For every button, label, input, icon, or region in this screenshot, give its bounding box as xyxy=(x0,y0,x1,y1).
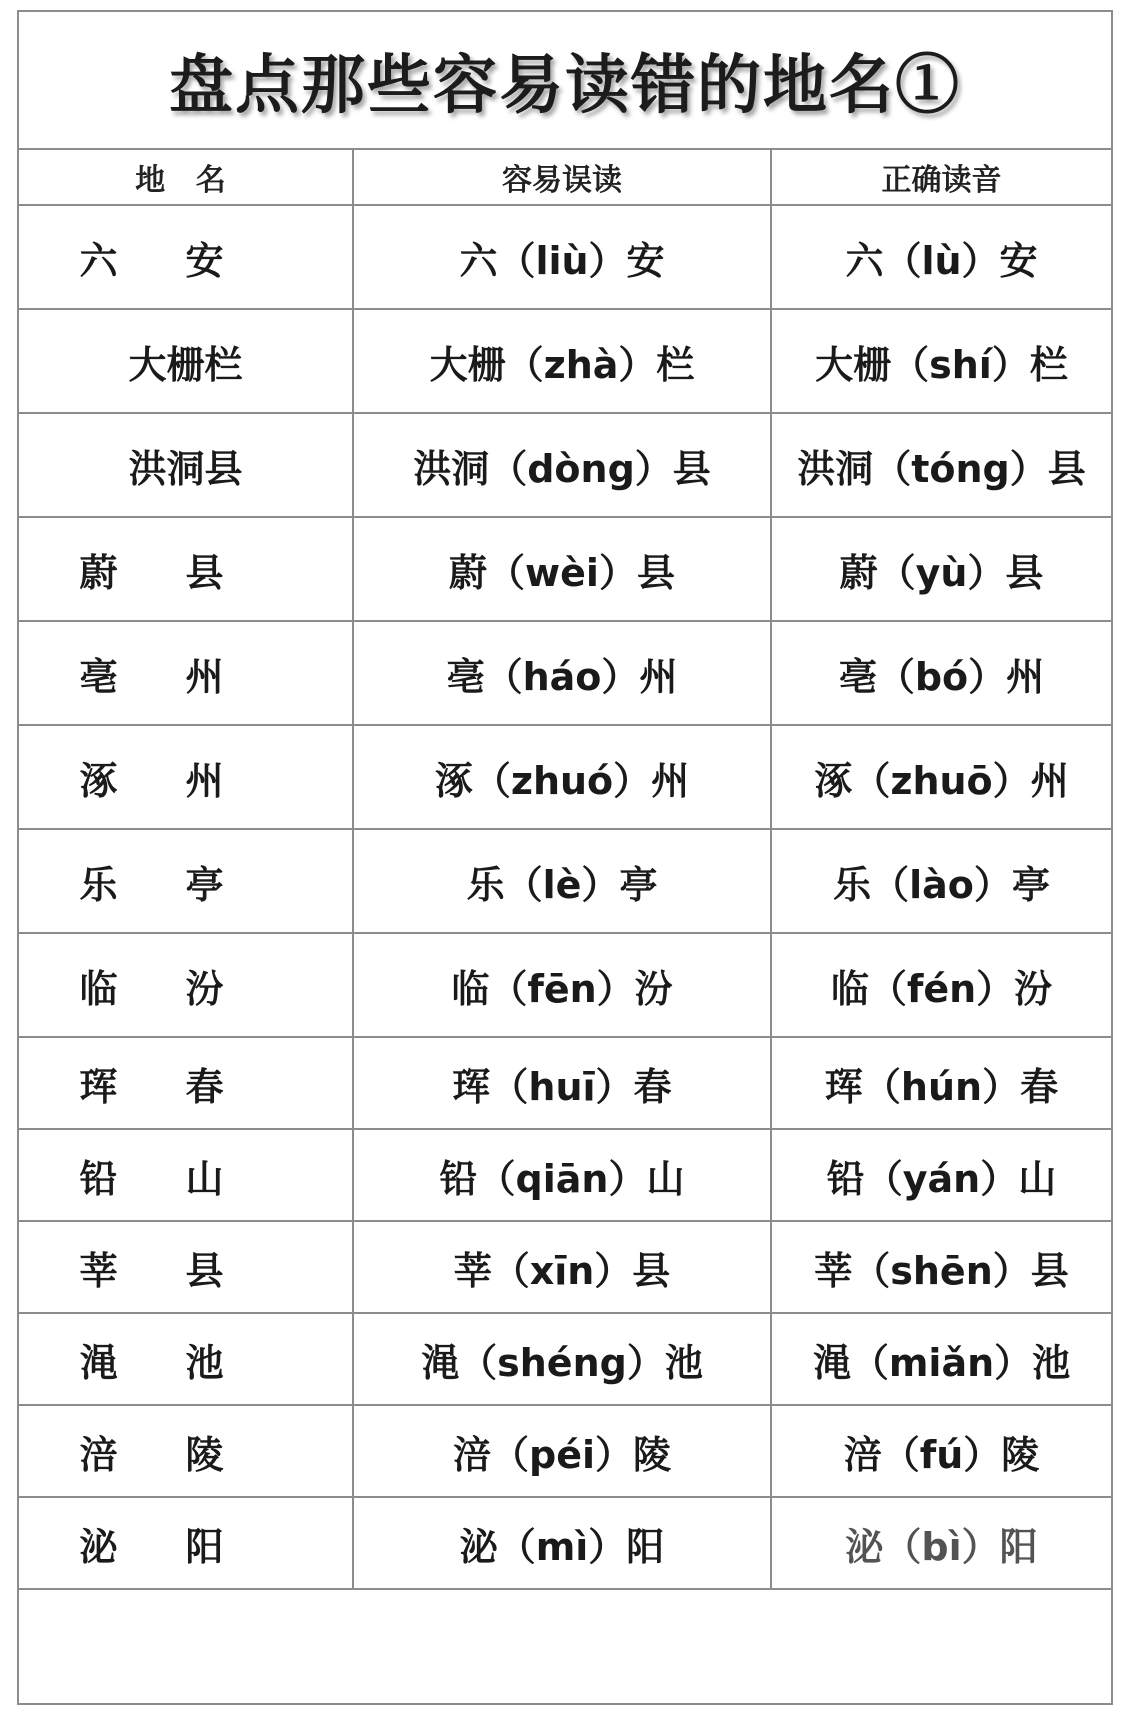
header-place: 地 名 xyxy=(19,150,353,205)
place-name-cell: 蔚县 xyxy=(19,517,353,621)
wrong-reading-cell: 渑（shéng）池 xyxy=(353,1313,771,1405)
correct-reading-cell: 六（lù）安 xyxy=(771,205,1111,309)
wrong-reading-cell: 洪洞（dòng）县 xyxy=(353,413,771,517)
wrong-reading-cell: 亳（háo）州 xyxy=(353,621,771,725)
header-correct-reading: 正确读音 xyxy=(771,150,1111,205)
correct-reading-cell: 涪（fú）陵 xyxy=(771,1405,1111,1497)
correct-reading-cell: 亳（bó）州 xyxy=(771,621,1111,725)
correct-reading-cell: 珲（hún）春 xyxy=(771,1037,1111,1129)
correct-reading-cell: 泌（bì）阳 xyxy=(771,1497,1111,1589)
page-title-box xyxy=(19,12,1111,150)
wrong-reading-cell: 泌（mì）阳 xyxy=(353,1497,771,1589)
correct-reading-cell: 莘（shēn）县 xyxy=(771,1221,1111,1313)
table-row xyxy=(19,829,1111,933)
correct-reading-cell: 渑（miǎn）池 xyxy=(771,1313,1111,1405)
place-name-cell: 洪洞县 xyxy=(19,413,353,517)
correct-reading-cell: 临（fén）汾 xyxy=(771,933,1111,1037)
wrong-reading-cell: 莘（xīn）县 xyxy=(353,1221,771,1313)
correct-reading-cell: 乐（lào）亭 xyxy=(771,829,1111,933)
place-name-cell: 珲春 xyxy=(19,1037,353,1129)
place-name-cell: 铅山 xyxy=(19,1129,353,1221)
correct-reading-cell: 大栅（shí）栏 xyxy=(771,309,1111,413)
correct-reading-cell: 蔚（yù）县 xyxy=(771,517,1111,621)
table-row xyxy=(19,933,1111,1037)
wrong-reading-cell: 大栅（zhà）栏 xyxy=(353,309,771,413)
header-wrong-reading: 容易误读 xyxy=(353,150,771,205)
wrong-reading-cell: 临（fēn）汾 xyxy=(353,933,771,1037)
place-name-cell: 涪陵 xyxy=(19,1405,353,1497)
place-name-cell: 涿州 xyxy=(19,725,353,829)
table-row xyxy=(19,1405,1111,1497)
wrong-reading-cell: 铅（qiān）山 xyxy=(353,1129,771,1221)
place-name-cell: 泌阳 xyxy=(19,1497,353,1589)
place-name-cell: 亳州 xyxy=(19,621,353,725)
place-name-cell: 大栅栏 xyxy=(19,309,353,413)
wrong-reading-cell: 涪（péi）陵 xyxy=(353,1405,771,1497)
header-row xyxy=(19,150,1111,205)
correct-reading-cell: 涿（zhuō）州 xyxy=(771,725,1111,829)
table-row xyxy=(19,621,1111,725)
place-name-cell: 乐亭 xyxy=(19,829,353,933)
place-name-cell: 渑池 xyxy=(19,1313,353,1405)
table-row xyxy=(19,1221,1111,1313)
wrong-reading-cell: 蔚（wèi）县 xyxy=(353,517,771,621)
place-name-table xyxy=(19,150,1111,1590)
place-name-cell: 六安 xyxy=(19,205,353,309)
table-row xyxy=(19,413,1111,517)
correct-reading-cell: 洪洞（tóng）县 xyxy=(771,413,1111,517)
table-row xyxy=(19,1313,1111,1405)
table-row xyxy=(19,205,1111,309)
table-row xyxy=(19,1129,1111,1221)
wrong-reading-cell: 涿（zhuó）州 xyxy=(353,725,771,829)
table-row xyxy=(19,725,1111,829)
wrong-reading-cell: 六（liù）安 xyxy=(353,205,771,309)
page-title: 盘点那些容易读错的地名① xyxy=(169,48,961,123)
place-name-cell: 莘县 xyxy=(19,1221,353,1313)
table-body xyxy=(19,205,1111,1589)
table-row xyxy=(19,1037,1111,1129)
correct-reading-cell: 铅（yán）山 xyxy=(771,1129,1111,1221)
wrong-reading-cell: 乐（lè）亭 xyxy=(353,829,771,933)
table-row xyxy=(19,517,1111,621)
place-name-cell: 临汾 xyxy=(19,933,353,1037)
table-row xyxy=(19,309,1111,413)
wrong-reading-cell: 珲（huī）春 xyxy=(353,1037,771,1129)
reading-table-sheet xyxy=(17,10,1113,1705)
table-row xyxy=(19,1497,1111,1589)
